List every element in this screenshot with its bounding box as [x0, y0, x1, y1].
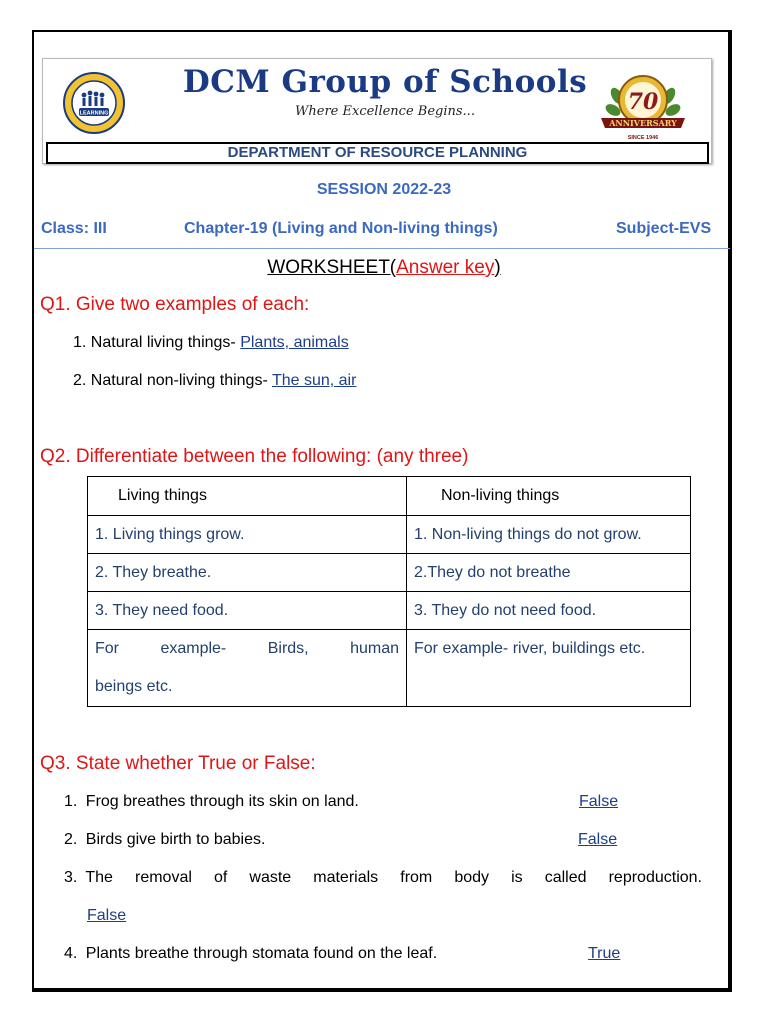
tf-answer: False	[579, 793, 619, 810]
tf-number: 1.	[64, 793, 78, 810]
tf-answer: False	[578, 831, 618, 848]
table-cell: 1. Living things grow.	[88, 516, 407, 554]
department-bar: DEPARTMENT OF RESOURCE PLANNING	[46, 142, 709, 164]
subject-label: Subject-EVS	[616, 220, 712, 237]
table-cell: 3. They do not need food.	[407, 592, 691, 630]
q1-item	[73, 334, 349, 352]
table-header-nonliving: Non-living things	[407, 477, 691, 516]
svg-text:ANNIVERSARY: ANNIVERSARY	[609, 118, 677, 128]
svg-text:SINCE 1946: SINCE 1946	[627, 135, 659, 141]
svg-text:LEARNING: LEARNING	[79, 110, 109, 117]
answer-key-label: Answer key	[396, 257, 495, 278]
table-header-row	[88, 477, 691, 516]
q2-heading: Q2. Differentiate between the following: (any three)	[40, 446, 469, 467]
example-line: For example- Birds, human	[95, 640, 399, 657]
q1-item	[73, 372, 356, 390]
table-cell: 2. They breathe.	[88, 554, 407, 592]
table-cell: 2.They do not breathe	[407, 554, 691, 592]
tf-statement: Frog breathes through its skin on land.	[85, 793, 359, 810]
tf-statement: Birds give birth to babies.	[85, 831, 266, 848]
tf-number: 4.	[64, 945, 78, 962]
table-header-living: Living things	[88, 477, 407, 516]
tf-answer: False	[87, 907, 127, 924]
tf-number: 3.	[64, 869, 78, 886]
table-row	[88, 630, 691, 707]
svg-text:70: 70	[627, 89, 659, 115]
q1-item-number: 1.	[73, 334, 87, 351]
table-row	[88, 592, 691, 630]
tf-item	[64, 831, 265, 849]
table-cell: 3. They need food.	[88, 592, 407, 630]
worksheet-title-suffix: )	[494, 257, 501, 278]
tf-answer: True	[588, 945, 621, 962]
table-row	[88, 554, 691, 592]
table-cell	[88, 630, 407, 707]
anniversary-badge-icon	[597, 66, 689, 144]
q3-heading: Q3. State whether True or False:	[40, 753, 316, 774]
header-divider	[34, 248, 730, 249]
q1-item-label: Natural living things-	[90, 334, 236, 351]
school-name: DCM Group of Schools	[182, 64, 588, 100]
chapter-title: Chapter-19 (Living and Non-living things)	[184, 220, 498, 237]
difference-table	[87, 476, 691, 707]
school-tagline: Where Excellence Begins...	[295, 104, 475, 119]
q1-item-label: Natural non-living things-	[90, 372, 268, 389]
tf-statement: Plants breathe through stomata found on the leaf.	[85, 945, 438, 962]
class-label: Class: III	[41, 220, 107, 237]
q1-item-number: 2.	[73, 372, 87, 389]
example-line: beings etc.	[95, 678, 173, 695]
q1-item-answer: The sun, air	[271, 372, 357, 389]
session-label: SESSION 2022-23	[316, 181, 452, 198]
tf-number: 2.	[64, 831, 78, 848]
school-logo-icon	[62, 71, 126, 135]
tf-item	[64, 945, 437, 963]
table-cell: 1. Non-living things do not grow.	[407, 516, 691, 554]
table-cell: For example- river, buildings etc.	[407, 630, 691, 707]
tf-statement: The removal of waste materials from body is called reproduction.	[85, 869, 702, 886]
tf-item	[64, 793, 359, 811]
worksheet-title-prefix: WORKSHEET(	[267, 257, 397, 278]
tf-item	[64, 869, 702, 887]
worksheet-title	[0, 257, 768, 279]
q1-item-answer: Plants, animals	[240, 334, 349, 351]
q1-heading: Q1. Give two examples of each:	[40, 294, 310, 315]
table-row	[88, 516, 691, 554]
